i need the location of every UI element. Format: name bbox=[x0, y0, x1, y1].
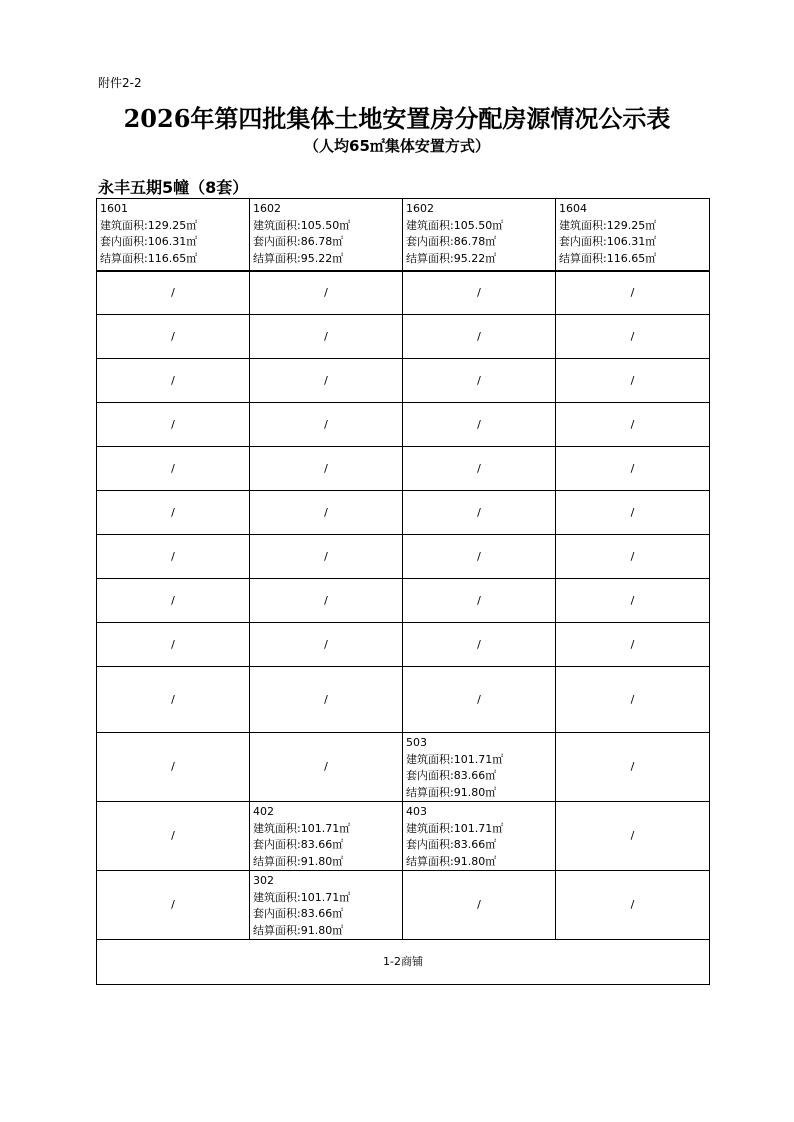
unit-inner-area: 套内面积:83.66㎡ bbox=[406, 838, 497, 851]
empty-cell: / bbox=[250, 359, 403, 403]
unit-build-area: 建筑面积:105.50㎡ bbox=[406, 218, 504, 232]
table-row bbox=[97, 491, 710, 535]
empty-cell: / bbox=[97, 802, 250, 871]
unit-inner-area: 套内面积:83.66㎡ bbox=[253, 838, 344, 851]
empty-cell: / bbox=[403, 315, 556, 359]
unit-build-area: 建筑面积:105.50㎡ bbox=[253, 218, 351, 232]
unit-settle-area: 结算面积:95.22㎡ bbox=[253, 251, 344, 265]
unit-cell-503 bbox=[403, 733, 556, 802]
empty-cell: / bbox=[97, 535, 250, 579]
table-row bbox=[97, 802, 710, 871]
empty-cell: / bbox=[403, 491, 556, 535]
empty-cell: / bbox=[556, 535, 710, 579]
empty-cell: / bbox=[403, 447, 556, 491]
table-row bbox=[97, 940, 710, 985]
table-row bbox=[97, 535, 710, 579]
unit-inner-area: 套内面积:83.66㎡ bbox=[406, 769, 497, 782]
empty-cell: / bbox=[556, 359, 710, 403]
unit-build-area: 建筑面积:101.71㎡ bbox=[253, 821, 351, 835]
empty-cell: / bbox=[97, 359, 250, 403]
unit-room: 302 bbox=[253, 874, 274, 887]
empty-cell: / bbox=[556, 871, 710, 940]
empty-cell: / bbox=[556, 447, 710, 491]
unit-room: 403 bbox=[406, 805, 427, 818]
empty-cell: / bbox=[250, 315, 403, 359]
unit-settle-area: 结算面积:95.22㎡ bbox=[406, 251, 497, 265]
unit-settle-area: 结算面积:116.65㎡ bbox=[100, 251, 198, 265]
empty-cell: / bbox=[97, 403, 250, 447]
empty-cell: / bbox=[250, 623, 403, 667]
table-row bbox=[97, 871, 710, 940]
empty-cell: / bbox=[250, 403, 403, 447]
empty-cell: / bbox=[97, 733, 250, 802]
empty-cell: / bbox=[97, 667, 250, 733]
empty-cell: / bbox=[403, 359, 556, 403]
unit-settle-area: 结算面积:116.65㎡ bbox=[559, 251, 657, 265]
empty-cell: / bbox=[556, 491, 710, 535]
unit-room: 1602 bbox=[406, 202, 434, 215]
empty-cell: / bbox=[403, 535, 556, 579]
empty-cell: / bbox=[403, 271, 556, 315]
unit-build-area: 建筑面积:101.71㎡ bbox=[253, 890, 351, 904]
table-row bbox=[97, 733, 710, 802]
empty-cell: / bbox=[97, 871, 250, 940]
unit-room: 1604 bbox=[559, 202, 587, 215]
empty-cell: / bbox=[556, 403, 710, 447]
table-row bbox=[97, 447, 710, 491]
unit-inner-area: 套内面积:106.31㎡ bbox=[559, 235, 657, 248]
unit-room: 402 bbox=[253, 805, 274, 818]
unit-settle-area: 结算面积:91.80㎡ bbox=[253, 923, 344, 937]
empty-cell: / bbox=[250, 667, 403, 733]
table-row bbox=[97, 199, 710, 271]
empty-cell: / bbox=[403, 403, 556, 447]
attachment-label: 附件2-2 bbox=[98, 76, 142, 90]
table-row bbox=[97, 667, 710, 733]
unit-build-area: 建筑面积:129.25㎡ bbox=[559, 218, 657, 232]
empty-cell: / bbox=[97, 623, 250, 667]
empty-cell: / bbox=[250, 447, 403, 491]
empty-cell: / bbox=[556, 315, 710, 359]
empty-cell: / bbox=[250, 271, 403, 315]
unit-inner-area: 套内面积:106.31㎡ bbox=[100, 235, 198, 248]
empty-cell: / bbox=[97, 315, 250, 359]
table-row bbox=[97, 271, 710, 315]
empty-cell: / bbox=[556, 733, 710, 802]
table-row bbox=[97, 403, 710, 447]
unit-cell-403 bbox=[403, 802, 556, 871]
empty-cell: / bbox=[250, 733, 403, 802]
unit-settle-area: 结算面积:91.80㎡ bbox=[406, 854, 497, 868]
unit-inner-area: 套内面积:86.78㎡ bbox=[406, 235, 497, 248]
page-title: 2026年第四批集体土地安置房分配房源情况公示表 bbox=[123, 104, 671, 133]
housing-table bbox=[96, 198, 710, 985]
shop-row-label: 1-2商铺 bbox=[97, 940, 710, 985]
empty-cell: / bbox=[97, 579, 250, 623]
empty-cell: / bbox=[556, 579, 710, 623]
empty-cell: / bbox=[250, 535, 403, 579]
unit-build-area: 建筑面积:101.71㎡ bbox=[406, 821, 504, 835]
unit-room: 1602 bbox=[253, 202, 281, 215]
unit-build-area: 建筑面积:101.71㎡ bbox=[406, 752, 504, 766]
empty-cell: / bbox=[556, 667, 710, 733]
empty-cell: / bbox=[556, 802, 710, 871]
table-row bbox=[97, 579, 710, 623]
unit-room: 1601 bbox=[100, 202, 128, 215]
empty-cell: / bbox=[403, 667, 556, 733]
table-row bbox=[97, 315, 710, 359]
empty-cell: / bbox=[97, 447, 250, 491]
table-row bbox=[97, 623, 710, 667]
unit-settle-area: 结算面积:91.80㎡ bbox=[406, 785, 497, 799]
unit-cell-1602 bbox=[250, 199, 403, 271]
unit-room: 503 bbox=[406, 736, 427, 749]
unit-cell-402 bbox=[250, 802, 403, 871]
unit-cell-1604 bbox=[556, 199, 710, 271]
unit-cell-1601 bbox=[97, 199, 250, 271]
building-heading: 永丰五期5幢（8套） bbox=[98, 178, 249, 197]
unit-inner-area: 套内面积:86.78㎡ bbox=[253, 235, 344, 248]
empty-cell: / bbox=[97, 271, 250, 315]
empty-cell: / bbox=[556, 271, 710, 315]
table-row bbox=[97, 359, 710, 403]
empty-cell: / bbox=[250, 579, 403, 623]
empty-cell: / bbox=[250, 491, 403, 535]
empty-cell: / bbox=[556, 623, 710, 667]
unit-cell-1602-b bbox=[403, 199, 556, 271]
page-subtitle: （人均65㎡集体安置方式） bbox=[304, 137, 490, 155]
empty-cell: / bbox=[403, 623, 556, 667]
empty-cell: / bbox=[97, 491, 250, 535]
unit-build-area: 建筑面积:129.25㎡ bbox=[100, 218, 198, 232]
unit-settle-area: 结算面积:91.80㎡ bbox=[253, 854, 344, 868]
unit-inner-area: 套内面积:83.66㎡ bbox=[253, 907, 344, 920]
empty-cell: / bbox=[403, 871, 556, 940]
unit-cell-302 bbox=[250, 871, 403, 940]
empty-cell: / bbox=[403, 579, 556, 623]
